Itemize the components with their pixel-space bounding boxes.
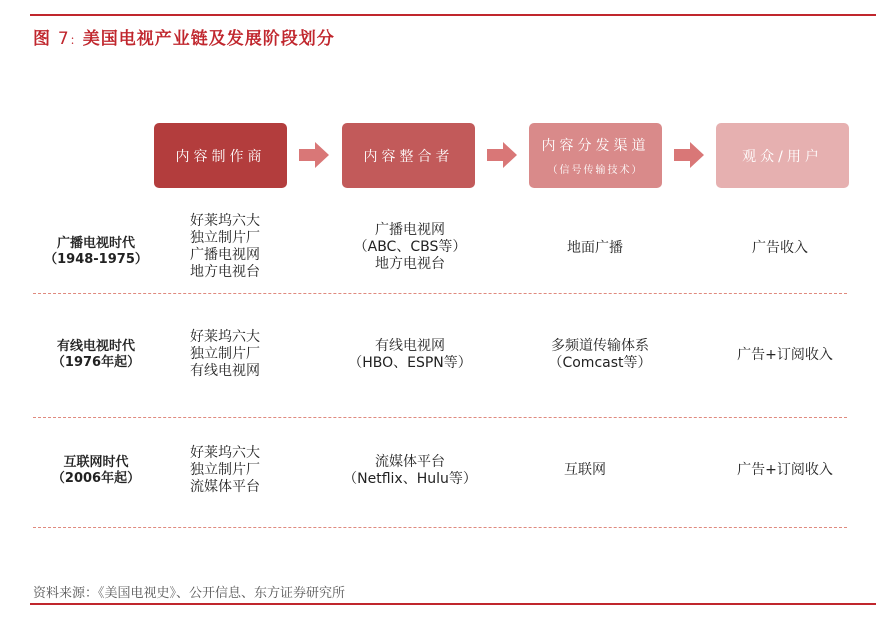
- era-name: 互联网时代: [63, 455, 129, 470]
- producers-cell: [160, 213, 290, 281]
- era-name: 有线电视时代: [56, 339, 135, 354]
- integrators-cell: [330, 222, 490, 273]
- producers-cell: [160, 445, 290, 496]
- integrator-item: 广播电视网: [375, 222, 445, 238]
- channels-cell: [520, 462, 650, 479]
- row-label-internet-era: [36, 455, 156, 487]
- integrator-item: （Netflix、Hulu等）: [343, 471, 477, 487]
- producer-item: 广播电视网: [190, 247, 260, 263]
- header-audience: [716, 123, 849, 188]
- header-sublabel: （信号传输技术）: [547, 165, 644, 176]
- revenue-cell: [710, 462, 860, 479]
- top-rule: [30, 14, 876, 16]
- header-distribution-channel: [529, 123, 662, 188]
- integrator-item: （HBO、ESPN等）: [348, 355, 472, 371]
- era-period: （1976年起）: [51, 355, 141, 370]
- bottom-rule: [30, 603, 876, 605]
- figure-prefix: 图: [33, 29, 51, 49]
- era-period: （1948-1975）: [44, 252, 148, 267]
- channels-cell: [520, 338, 680, 372]
- figure-title: [33, 24, 335, 49]
- figure-number: 7: [57, 29, 70, 49]
- channels-cell: [520, 240, 670, 257]
- revenue-item: 广告+订阅收入: [737, 347, 833, 363]
- producer-item: 独立制片厂: [190, 230, 260, 246]
- producer-item: 独立制片厂: [190, 346, 260, 362]
- integrator-item: 有线电视网: [375, 338, 445, 354]
- producer-item: 好莱坞六大: [190, 213, 260, 229]
- revenue-cell: [710, 347, 860, 364]
- revenue-cell: [710, 240, 850, 257]
- producer-item: 有线电视网: [190, 363, 260, 379]
- producers-cell: [160, 329, 290, 380]
- integrator-item: （ABC、CBS等）: [353, 239, 467, 255]
- channel-item: 多频道传输体系: [551, 338, 649, 354]
- producer-item: 地方电视台: [190, 264, 260, 280]
- row-divider: [33, 527, 847, 528]
- source-note: 资料来源：《美国电视史》、公开信息、东方证券研究所: [33, 586, 346, 601]
- header-label: 观众/用户: [742, 148, 823, 165]
- header-label: 内容整合者: [363, 148, 454, 165]
- producer-item: 好莱坞六大: [190, 445, 260, 461]
- channel-item: 互联网: [564, 462, 606, 478]
- row-divider: [33, 417, 847, 418]
- row-divider: [33, 293, 847, 294]
- channel-item: 地面广播: [567, 240, 623, 256]
- row-label-broadcast-era: [36, 236, 156, 268]
- integrators-cell: [320, 454, 500, 488]
- producer-item: 好莱坞六大: [190, 329, 260, 345]
- revenue-item: 广告+订阅收入: [737, 462, 833, 478]
- header-content-integrator: [342, 123, 475, 188]
- header-content-producer: [154, 123, 287, 188]
- revenue-item: 广告收入: [752, 240, 808, 256]
- integrators-cell: [330, 338, 490, 372]
- figure-title-text: 美国电视产业链及发展阶段划分: [82, 29, 335, 49]
- row-label-cable-era: [36, 339, 156, 371]
- channel-item: （Comcast等）: [548, 355, 652, 371]
- figure-colon: ：: [69, 33, 83, 47]
- header-label: 内容分发渠道: [541, 138, 650, 154]
- arrow-right-icon: [487, 142, 517, 168]
- producer-item: 独立制片厂: [190, 462, 260, 478]
- producer-item: 流媒体平台: [190, 479, 260, 495]
- era-period: （2006年起）: [51, 471, 141, 486]
- header-label: 内容制作商: [175, 148, 266, 165]
- integrator-item: 流媒体平台: [375, 454, 445, 470]
- era-name: 广播电视时代: [56, 236, 135, 251]
- arrow-right-icon: [674, 142, 704, 168]
- integrator-item: 地方电视台: [375, 256, 445, 272]
- arrow-right-icon: [299, 142, 329, 168]
